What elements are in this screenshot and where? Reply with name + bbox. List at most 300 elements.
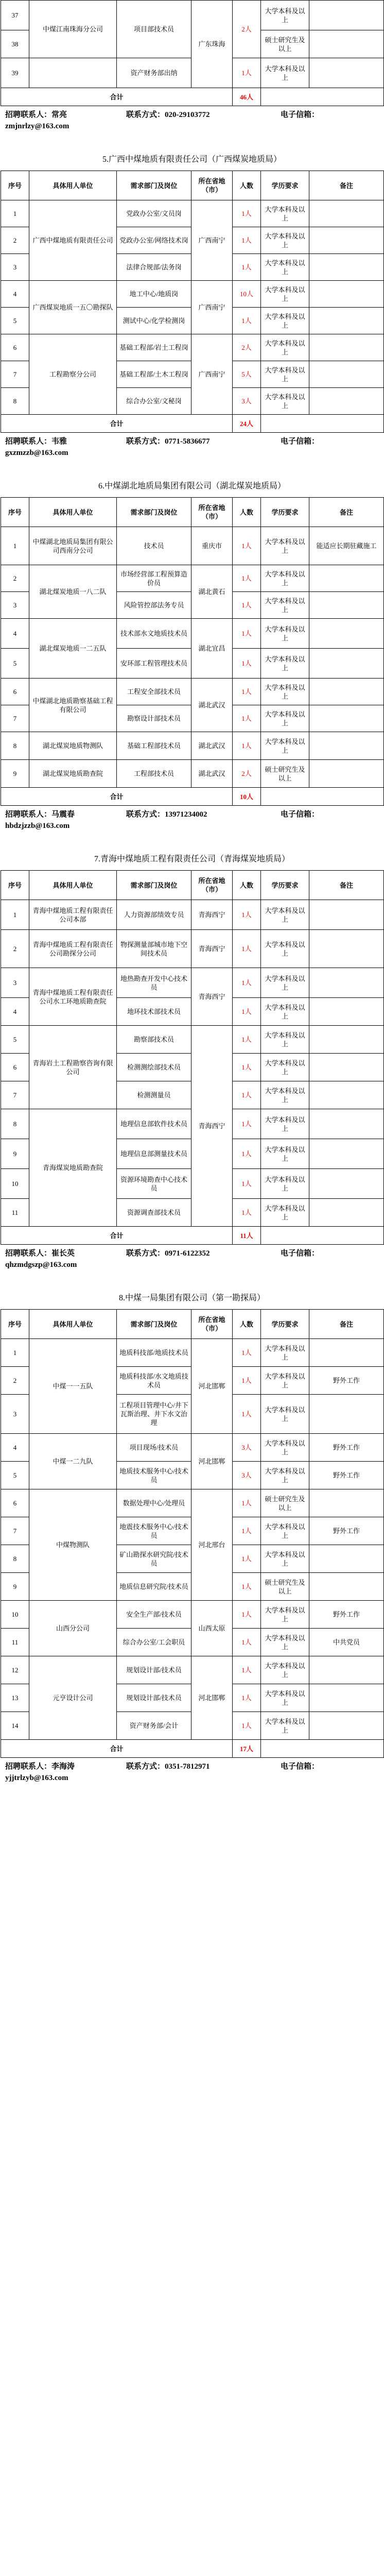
note-cell <box>309 1545 384 1573</box>
count-cell: 1人 <box>233 1054 261 1081</box>
post-cell: 地震技术服务中心/技术员 <box>117 1517 191 1545</box>
edu-cell: 大学本科及以上 <box>261 1601 309 1629</box>
email-label: 电子信箱： <box>281 437 320 446</box>
count-cell: 1人 <box>233 227 261 254</box>
total-label: 合计 <box>1 788 233 806</box>
note-cell: 野外工作 <box>309 1601 384 1629</box>
col-note: 备注 <box>309 171 384 200</box>
col-seq: 序号 <box>1 871 29 900</box>
post-cell: 工程部技术员 <box>117 760 191 788</box>
col-edu: 学历要求 <box>261 171 309 200</box>
seq-cell: 2 <box>1 227 29 254</box>
table-row <box>1 334 384 361</box>
note-cell <box>309 1169 384 1199</box>
seq-cell: 13 <box>1 1684 29 1712</box>
location-cell: 广西南宁 <box>191 200 233 281</box>
col-count: 人数 <box>233 171 261 200</box>
email-label: 电子信箱： <box>281 111 320 119</box>
col-count: 人数 <box>233 1310 261 1339</box>
seq-cell: 5 <box>1 1026 29 1054</box>
count-cell: 1人 <box>233 732 261 760</box>
count-cell: 1人 <box>233 1026 261 1054</box>
total-label: 合计 <box>1 88 233 106</box>
edu-cell: 大学本科及以上 <box>261 930 309 968</box>
edu-cell: 硕士研究生及以上 <box>261 1573 309 1601</box>
edu-cell: 大学本科及以上 <box>261 200 309 227</box>
count-cell: 1人 <box>233 1712 261 1740</box>
post-cell: 安环部工程管理技术员 <box>117 649 191 679</box>
total-blank <box>261 415 384 433</box>
recruitment-table-8 <box>1 1309 384 1758</box>
recruiter: 招聘联系人：韦雅 <box>5 437 67 446</box>
unit-cell: 中煤湖北地质局集团有限公司西南分公司 <box>29 527 117 565</box>
post-cell: 基础工程部技术员 <box>117 732 191 760</box>
post-cell: 地质信息研究院/技术员 <box>117 1573 191 1601</box>
seq-cell: 5 <box>1 649 29 679</box>
table-row <box>1 930 384 968</box>
count-cell: 1人 <box>233 1395 261 1434</box>
edu-cell: 大学本科及以上 <box>261 1081 309 1109</box>
seq-cell: 39 <box>1 58 29 88</box>
count-cell: 3人 <box>233 388 261 415</box>
unit-cell: 中煤一一五队 <box>29 1339 117 1434</box>
seq-cell: 4 <box>1 619 29 649</box>
location-cell: 河北邯郸 <box>191 1339 233 1434</box>
seq-cell: 1 <box>1 200 29 227</box>
contact-info <box>0 106 384 135</box>
count-cell: 3人 <box>233 1462 261 1489</box>
post-cell: 安全生产部/技术员 <box>117 1601 191 1629</box>
count-cell: 1人 <box>233 592 261 619</box>
note-cell <box>309 281 384 308</box>
unit-cell: 广西中煤地质有限责任公司 <box>29 200 117 281</box>
seq-cell: 9 <box>1 1573 29 1601</box>
edu-cell: 硕士研究生及以上 <box>261 30 309 58</box>
edu-cell: 硕士研究生及以上 <box>261 760 309 788</box>
seq-cell: 4 <box>1 998 29 1026</box>
post-cell: 工程项目管理中心/井下瓦斯治理、井下水文治理 <box>117 1395 191 1434</box>
total-count: 17人 <box>233 1740 261 1758</box>
col-unit: 具体用人单位 <box>29 171 117 200</box>
seq-cell: 11 <box>1 1199 29 1227</box>
total-count: 10人 <box>233 788 261 806</box>
note-cell <box>309 565 384 592</box>
seq-cell: 2 <box>1 1367 29 1395</box>
count-cell: 1人 <box>233 58 261 88</box>
count-cell: 1人 <box>233 649 261 679</box>
total-blank <box>261 1740 384 1758</box>
edu-cell: 大学本科及以上 <box>261 619 309 649</box>
location-cell: 湖北武汉 <box>191 760 233 788</box>
post-cell: 法律合规部/法务岗 <box>117 254 191 281</box>
note-cell <box>309 361 384 388</box>
edu-cell: 大学本科及以上 <box>261 679 309 705</box>
total-blank <box>261 788 384 806</box>
post-cell: 项目部技术员 <box>117 1 191 58</box>
edu-cell: 大学本科及以上 <box>261 281 309 308</box>
unit-cell: 青海中煤地质工程有限责任公司水工环地质勘查院 <box>29 968 117 1026</box>
note-cell <box>309 619 384 649</box>
unit-cell: 中煤湖北地质勘察基础工程有限公司 <box>29 679 117 732</box>
seq-cell: 9 <box>1 760 29 788</box>
count-cell: 5人 <box>233 361 261 388</box>
seq-cell: 10 <box>1 1169 29 1199</box>
unit-cell: 中煤江南珠海分公司 <box>29 1 117 58</box>
post-cell: 基础工程部/土木工程岗 <box>117 361 191 388</box>
email-address: zmjnrlzy@163.com <box>5 122 69 130</box>
seq-cell: 2 <box>1 565 29 592</box>
seq-cell: 4 <box>1 281 29 308</box>
post-cell: 数据处理中心/处理员 <box>117 1489 191 1517</box>
post-cell: 地理信息部测量技术员 <box>117 1139 191 1169</box>
seq-cell: 37 <box>1 1 29 30</box>
total-row <box>1 1227 384 1245</box>
post-cell: 风险管控部法务专员 <box>117 592 191 619</box>
section-title: 7.青海中煤地质工程有限责任公司（青海煤炭地质局） <box>94 855 290 863</box>
total-count: 11人 <box>233 1227 261 1245</box>
section-title: 5.广西中煤地质有限责任公司（广西煤炭地质局） <box>102 155 282 164</box>
count-cell: 1人 <box>233 1573 261 1601</box>
col-count: 人数 <box>233 871 261 900</box>
post-cell: 地理信息部软件技术员 <box>117 1109 191 1139</box>
note-cell <box>309 968 384 998</box>
seq-cell: 6 <box>1 679 29 705</box>
note-cell <box>309 1339 384 1367</box>
col-note: 备注 <box>309 1310 384 1339</box>
table-row <box>1 619 384 649</box>
location-cell: 广东珠海 <box>191 1 233 88</box>
note-cell <box>309 705 384 732</box>
table-row <box>1 200 384 227</box>
note-cell <box>309 1081 384 1109</box>
note-cell: 野外工作 <box>309 1434 384 1462</box>
post-cell: 地质科技部/水文地质技术员 <box>117 1367 191 1395</box>
note-cell <box>309 649 384 679</box>
table-row <box>1 527 384 565</box>
note-cell: 中共党员 <box>309 1629 384 1656</box>
seq-cell: 7 <box>1 1517 29 1545</box>
col-edu: 学历要求 <box>261 871 309 900</box>
contact-info <box>0 1758 384 1787</box>
table-header-row <box>1 498 384 527</box>
post-cell: 党政办公室/文员岗 <box>117 200 191 227</box>
count-cell: 1人 <box>233 930 261 968</box>
table-row <box>1 1026 384 1054</box>
count-cell: 1人 <box>233 1489 261 1517</box>
seq-cell: 8 <box>1 732 29 760</box>
col-edu: 学历要求 <box>261 498 309 527</box>
count-cell: 1人 <box>233 1139 261 1169</box>
seq-cell: 12 <box>1 1656 29 1684</box>
edu-cell: 大学本科及以上 <box>261 1367 309 1395</box>
count-cell: 1人 <box>233 619 261 649</box>
seq-cell: 8 <box>1 388 29 415</box>
edu-cell: 大学本科及以上 <box>261 1462 309 1489</box>
location-cell: 湖北武汉 <box>191 679 233 732</box>
total-count: 24人 <box>233 415 261 433</box>
count-cell: 1人 <box>233 998 261 1026</box>
note-cell <box>309 334 384 361</box>
total-count: 46人 <box>233 88 261 106</box>
email-address: hbdzjzzb@163.com <box>5 822 70 830</box>
table-header-row <box>1 1310 384 1339</box>
unit-cell: 中煤物测队 <box>29 1489 117 1601</box>
note-cell: 能适应长期驻藏施工 <box>309 527 384 565</box>
unit-cell: 中煤一二九队 <box>29 1434 117 1489</box>
contact-info <box>0 806 384 835</box>
post-cell: 综合办公室/工会职员 <box>117 1629 191 1656</box>
post-cell: 地环技术部技术员 <box>117 998 191 1026</box>
note-cell <box>309 679 384 705</box>
note-cell <box>309 1109 384 1139</box>
edu-cell: 大学本科及以上 <box>261 58 309 88</box>
email-address: qhzmdgszp@163.com <box>5 1261 77 1269</box>
note-cell <box>309 1026 384 1054</box>
edu-cell: 大学本科及以上 <box>261 1026 309 1054</box>
section-title: 8.中煤一局集团有限公司（第一勘探局） <box>118 1294 265 1302</box>
table-header-row <box>1 871 384 900</box>
table-row <box>1 1 384 30</box>
count-cell: 1人 <box>233 1169 261 1199</box>
edu-cell: 大学本科及以上 <box>261 361 309 388</box>
location-cell: 重庆市 <box>191 527 233 565</box>
location-cell: 广西南宁 <box>191 334 233 415</box>
count-cell: 2人 <box>233 1 261 58</box>
location-cell: 湖北武汉 <box>191 732 233 760</box>
unit-cell: 湖北煤炭地质勘查院 <box>29 760 117 788</box>
note-cell <box>309 388 384 415</box>
seq-cell: 8 <box>1 1109 29 1139</box>
post-cell: 市场经营部工程预算造价员 <box>117 565 191 592</box>
seq-cell: 8 <box>1 1545 29 1573</box>
edu-cell: 大学本科及以上 <box>261 565 309 592</box>
phone: 联系方式：020-29103772 <box>126 111 210 119</box>
count-cell: 1人 <box>233 1545 261 1573</box>
table-row <box>1 968 384 998</box>
post-cell: 工程安全部技术员 <box>117 679 191 705</box>
email-label: 电子信箱： <box>281 1249 320 1258</box>
edu-cell: 硕士研究生及以上 <box>261 1489 309 1517</box>
post-cell: 规划设计部/技术员 <box>117 1684 191 1712</box>
count-cell: 1人 <box>233 705 261 732</box>
count-cell: 1人 <box>233 1367 261 1395</box>
seq-cell: 3 <box>1 592 29 619</box>
col-dept-post: 需求部门及岗位 <box>117 498 191 527</box>
note-cell <box>309 930 384 968</box>
table-row <box>1 900 384 930</box>
note-cell: 野外工作 <box>309 1517 384 1545</box>
note-cell <box>309 200 384 227</box>
count-cell: 1人 <box>233 1109 261 1139</box>
unit-cell: 湖北煤炭地质一二五队 <box>29 619 117 679</box>
location-cell: 湖北黄石 <box>191 565 233 619</box>
seq-cell: 7 <box>1 705 29 732</box>
recruiter: 招聘联系人：马震春 <box>5 810 75 819</box>
table-row <box>1 565 384 592</box>
location-cell: 广西南宁 <box>191 281 233 334</box>
location-cell: 河北邯郸 <box>191 1434 233 1489</box>
col-unit: 具体用人单位 <box>29 498 117 527</box>
recruiter: 招聘联系人：常亮 <box>5 111 67 119</box>
note-cell <box>309 30 384 58</box>
col-note: 备注 <box>309 871 384 900</box>
table-row <box>1 1601 384 1629</box>
post-cell: 技术员 <box>117 527 191 565</box>
col-seq: 序号 <box>1 171 29 200</box>
note-cell <box>309 1656 384 1684</box>
edu-cell: 大学本科及以上 <box>261 998 309 1026</box>
note-cell <box>309 732 384 760</box>
note-cell <box>309 1684 384 1712</box>
col-seq: 序号 <box>1 498 29 527</box>
seq-cell: 5 <box>1 308 29 334</box>
location-cell: 青海西宁 <box>191 930 233 968</box>
count-cell: 1人 <box>233 968 261 998</box>
col-dept-post: 需求部门及岗位 <box>117 1310 191 1339</box>
unit-cell: 工程勘察分公司 <box>29 334 117 415</box>
edu-cell: 大学本科及以上 <box>261 968 309 998</box>
unit-cell <box>29 58 117 88</box>
seq-cell: 3 <box>1 1395 29 1434</box>
contact-info <box>0 433 384 462</box>
location-cell: 青海西宁 <box>191 1026 233 1227</box>
unit-cell: 元亨设计公司 <box>29 1656 117 1740</box>
seq-cell: 6 <box>1 1054 29 1081</box>
count-cell: 1人 <box>233 565 261 592</box>
post-cell: 勘察部技术员 <box>117 1026 191 1054</box>
col-seq: 序号 <box>1 1310 29 1339</box>
edu-cell: 大学本科及以上 <box>261 1434 309 1462</box>
phone: 联系方式：0351-7812971 <box>126 1762 210 1771</box>
post-cell: 人力资源部绩效专员 <box>117 900 191 930</box>
seq-cell: 3 <box>1 254 29 281</box>
total-row <box>1 788 384 806</box>
note-cell <box>309 308 384 334</box>
unit-cell: 广西煤炭地质一五〇勘探队 <box>29 281 117 334</box>
table-row <box>1 1339 384 1367</box>
recruitment-table-6 <box>1 497 384 806</box>
post-cell: 地工中心/地质岗 <box>117 281 191 308</box>
post-cell: 检测测量员 <box>117 1081 191 1109</box>
location-cell: 青海西宁 <box>191 968 233 1026</box>
seq-cell: 5 <box>1 1462 29 1489</box>
note-cell <box>309 227 384 254</box>
unit-cell: 青海煤炭地质勘查院 <box>29 1109 117 1227</box>
post-cell: 测试中心/化学检测岗 <box>117 308 191 334</box>
seq-cell: 1 <box>1 900 29 930</box>
location-cell: 青海西宁 <box>191 900 233 930</box>
edu-cell: 大学本科及以上 <box>261 1139 309 1169</box>
recruitment-table-7 <box>1 870 384 1245</box>
edu-cell: 大学本科及以上 <box>261 1 309 30</box>
edu-cell: 大学本科及以上 <box>261 705 309 732</box>
post-cell: 地热勘查开发中心技术员 <box>117 968 191 998</box>
note-cell <box>309 1573 384 1601</box>
edu-cell: 大学本科及以上 <box>261 649 309 679</box>
post-cell: 资产财务部出纳 <box>117 58 191 88</box>
post-cell: 项目现场/技术员 <box>117 1434 191 1462</box>
note-cell <box>309 760 384 788</box>
count-cell: 1人 <box>233 1081 261 1109</box>
count-cell: 1人 <box>233 1601 261 1629</box>
post-cell: 地质技术服务中心/技术员 <box>117 1462 191 1489</box>
post-cell: 综合办公室/文秘岗 <box>117 388 191 415</box>
total-row <box>1 88 384 106</box>
location-cell: 山西太原 <box>191 1601 233 1656</box>
count-cell: 3人 <box>233 1434 261 1462</box>
total-row <box>1 415 384 433</box>
table-row <box>1 1489 384 1517</box>
email-label: 电子信箱： <box>281 810 320 819</box>
section-title: 6.中煤湖北地质局集团有限公司（湖北煤炭地质局） <box>98 482 286 490</box>
note-cell <box>309 1395 384 1434</box>
seq-cell: 38 <box>1 30 29 58</box>
col-location: 所在省地（市） <box>191 871 233 900</box>
location-cell: 湖北宜昌 <box>191 619 233 679</box>
post-cell: 规划设计部/技术员 <box>117 1656 191 1684</box>
seq-cell: 14 <box>1 1712 29 1740</box>
col-unit: 具体用人单位 <box>29 871 117 900</box>
post-cell: 技术部水文地质技术员 <box>117 619 191 649</box>
phone: 联系方式：13971234002 <box>126 810 207 819</box>
recruiter: 招聘联系人：李海涛 <box>5 1762 75 1771</box>
col-unit: 具体用人单位 <box>29 1310 117 1339</box>
seq-cell: 9 <box>1 1139 29 1169</box>
edu-cell: 大学本科及以上 <box>261 388 309 415</box>
table-row <box>1 1656 384 1684</box>
edu-cell: 大学本科及以上 <box>261 1656 309 1684</box>
edu-cell: 大学本科及以上 <box>261 227 309 254</box>
edu-cell: 大学本科及以上 <box>261 1517 309 1545</box>
total-label: 合计 <box>1 1740 233 1758</box>
total-blank <box>261 1227 384 1245</box>
edu-cell: 大学本科及以上 <box>261 1545 309 1573</box>
seq-cell: 1 <box>1 527 29 565</box>
location-cell: 河北邯郸 <box>191 1656 233 1740</box>
table-row <box>1 281 384 308</box>
location-cell: 河北邢台 <box>191 1489 233 1601</box>
edu-cell: 大学本科及以上 <box>261 1684 309 1712</box>
post-cell: 基础工程部/岩土工程岗 <box>117 334 191 361</box>
edu-cell: 大学本科及以上 <box>261 308 309 334</box>
post-cell: 资产财务部/会计 <box>117 1712 191 1740</box>
email-label: 电子信箱： <box>281 1762 320 1771</box>
edu-cell: 大学本科及以上 <box>261 1339 309 1367</box>
count-cell: 1人 <box>233 254 261 281</box>
seq-cell: 6 <box>1 1489 29 1517</box>
unit-cell: 青海岩土工程勘察咨询有限公司 <box>29 1026 117 1109</box>
col-edu: 学历要求 <box>261 1310 309 1339</box>
seq-cell: 4 <box>1 1434 29 1462</box>
count-cell: 1人 <box>233 1517 261 1545</box>
total-label: 合计 <box>1 1227 233 1245</box>
contact-info <box>0 1245 384 1274</box>
note-cell <box>309 254 384 281</box>
seq-cell: 1 <box>1 1339 29 1367</box>
table-row <box>1 1434 384 1462</box>
edu-cell: 大学本科及以上 <box>261 1054 309 1081</box>
col-dept-post: 需求部门及岗位 <box>117 871 191 900</box>
count-cell: 1人 <box>233 900 261 930</box>
post-cell: 党政办公室/网络技术岗 <box>117 227 191 254</box>
edu-cell: 大学本科及以上 <box>261 592 309 619</box>
note-cell <box>309 58 384 88</box>
post-cell: 物探测量部城市地下空间技术员 <box>117 930 191 968</box>
note-cell <box>309 998 384 1026</box>
col-dept-post: 需求部门及岗位 <box>117 171 191 200</box>
seq-cell: 2 <box>1 930 29 968</box>
edu-cell: 大学本科及以上 <box>261 1199 309 1227</box>
